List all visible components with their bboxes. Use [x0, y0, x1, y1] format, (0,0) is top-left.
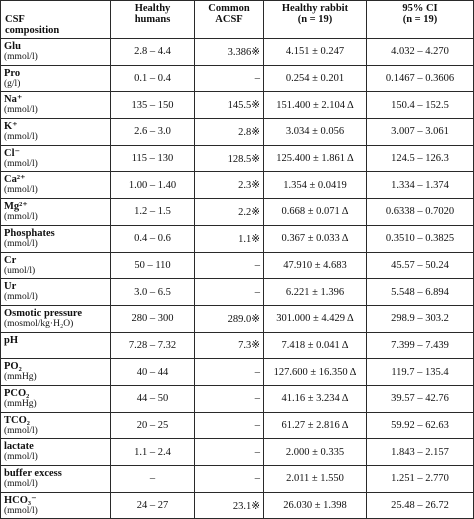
common-acsf-value: 2.3※ — [195, 172, 264, 199]
table-row — [1, 119, 474, 146]
row-parameter-name: Cr — [4, 254, 17, 266]
ci-95-value: 0.1467 – 0.3606 — [367, 65, 474, 92]
row-label-cell — [1, 145, 111, 172]
healthy-humans-value: 115 – 130 — [111, 145, 195, 172]
row-label-cell — [1, 225, 111, 252]
table-row — [1, 92, 474, 119]
row-label-cell — [1, 252, 111, 279]
row-parameter-name: Na⁺ — [4, 94, 23, 106]
healthy-humans-value: 1.2 – 1.5 — [111, 199, 195, 226]
row-label-cell — [1, 359, 111, 386]
ci-95-value: 1.251 – 2.770 — [367, 466, 474, 493]
row-parameter-name: lactate — [4, 441, 34, 453]
ci-95-value: 3.007 – 3.061 — [367, 119, 474, 146]
row-parameter-name: Ca²⁺ — [4, 174, 26, 186]
ci-95-value: 39.57 – 42.76 — [367, 385, 474, 412]
ci-95-value: 150.4 – 152.5 — [367, 92, 474, 119]
healthy-rabbit-value: 0.254 ± 0.201 — [264, 65, 367, 92]
healthy-humans-value: 40 – 44 — [111, 359, 195, 386]
row-parameter-unit: (mmol/l) — [4, 52, 38, 62]
table-row — [1, 439, 474, 466]
row-parameter-unit: (mmol/l) — [4, 158, 38, 169]
common-acsf-value: 1.1※ — [195, 225, 264, 252]
row-parameter-unit: (mmol/l) — [4, 105, 38, 116]
row-label-cell — [1, 279, 111, 306]
common-acsf-value: 23.1※ — [195, 492, 264, 519]
healthy-rabbit-value: 41.16 ± 3.234 Δ — [264, 385, 367, 412]
ci-95-value: 298.9 – 303.2 — [367, 305, 474, 332]
table-row — [1, 466, 474, 493]
header-healthy-humans — [111, 1, 195, 39]
row-parameter-name: buffer excess — [4, 468, 62, 479]
row-parameter-name: Phosphates — [4, 227, 55, 239]
ci-95-value: 1.334 – 1.374 — [367, 172, 474, 199]
row-parameter-name: Ur — [4, 281, 17, 293]
header-line: Healthy — [134, 3, 171, 14]
row-parameter-name: Glu — [4, 41, 21, 52]
healthy-humans-value: 280 – 300 — [111, 305, 195, 332]
row-label-cell — [1, 492, 111, 519]
ci-95-value: 4.032 – 4.270 — [367, 39, 474, 66]
healthy-humans-value: 3.0 – 6.5 — [111, 279, 195, 306]
healthy-humans-value: 0.4 – 0.6 — [111, 225, 195, 252]
row-label-cell — [1, 199, 111, 226]
common-acsf-value: 2.8※ — [195, 119, 264, 146]
row-parameter-name: Mg²⁺ — [4, 201, 28, 213]
healthy-rabbit-value: 7.418 ± 0.041 Δ — [264, 332, 367, 359]
row-parameter-unit: (mosmol/kg·H₂O) — [4, 318, 74, 329]
row-parameter-unit: (mmol/l) — [4, 452, 38, 463]
row-parameter-name: Osmotic pressure — [4, 307, 83, 319]
ci-95-value: 124.5 – 126.3 — [367, 145, 474, 172]
ci-95-value: 0.6338 – 0.7020 — [367, 199, 474, 226]
table-row — [1, 385, 474, 412]
healthy-rabbit-value: 125.400 ± 1.861 Δ — [264, 145, 367, 172]
healthy-humans-value: 24 – 27 — [111, 492, 195, 519]
table-row — [1, 145, 474, 172]
header-line: (n = 19) — [402, 14, 438, 25]
healthy-rabbit-value: 2.000 ± 0.335 — [264, 439, 367, 466]
common-acsf-value: – — [195, 359, 264, 386]
row-parameter-unit: (g/l) — [4, 78, 21, 89]
row-parameter-name: pH — [4, 334, 19, 346]
healthy-rabbit-value: 47.910 ± 4.683 — [264, 252, 367, 279]
row-parameter-unit: (mmol/l) — [4, 212, 38, 223]
row-parameter-unit: (umol/l) — [4, 265, 36, 276]
common-acsf-value: 7.3※ — [195, 332, 264, 359]
row-parameter-unit: (mmol/l) — [4, 479, 38, 489]
row-label-cell — [1, 305, 111, 332]
healthy-rabbit-value: 4.151 ± 0.247 — [264, 39, 367, 66]
row-parameter-unit: (mmHg) — [4, 398, 37, 409]
table-row — [1, 279, 474, 306]
healthy-humans-value: 1.1 – 2.4 — [111, 439, 195, 466]
healthy-humans-value: – — [111, 466, 195, 493]
header-healthy-rabbit — [264, 1, 367, 39]
row-parameter-unit: (mmol/l) — [4, 185, 38, 196]
row-label-cell — [1, 92, 111, 119]
ci-95-value: 119.7 – 135.4 — [367, 359, 474, 386]
row-label-cell — [1, 119, 111, 146]
table-row — [1, 359, 474, 386]
row-parameter-name: PO₂ — [4, 361, 22, 373]
common-acsf-value: – — [195, 279, 264, 306]
healthy-humans-value: 135 – 150 — [111, 92, 195, 119]
healthy-humans-value: 44 – 50 — [111, 385, 195, 412]
table-row — [1, 172, 474, 199]
header-line: CSF — [5, 14, 25, 25]
header-line: humans — [134, 14, 171, 25]
row-label-cell — [1, 412, 111, 439]
common-acsf-value: 128.5※ — [195, 145, 264, 172]
common-acsf-value: – — [195, 412, 264, 439]
ci-95-value: 45.57 – 50.24 — [367, 252, 474, 279]
table-row — [1, 225, 474, 252]
table-row — [1, 332, 474, 359]
table-row — [1, 39, 474, 66]
row-label-cell — [1, 39, 111, 66]
ci-95-value: 5.548 – 6.894 — [367, 279, 474, 306]
ci-95-value: 1.843 – 2.157 — [367, 439, 474, 466]
common-acsf-value: – — [195, 252, 264, 279]
header-line: 95% CI — [402, 3, 438, 14]
table-body — [1, 39, 474, 519]
healthy-rabbit-value: 3.034 ± 0.056 — [264, 119, 367, 146]
ci-95-value: 25.48 – 26.72 — [367, 492, 474, 519]
row-label-cell — [1, 332, 111, 359]
header-row — [1, 1, 474, 39]
header-line: (n = 19) — [297, 14, 333, 25]
table-row — [1, 492, 474, 519]
ci-95-value: 0.3510 – 0.3825 — [367, 225, 474, 252]
healthy-rabbit-value: 6.221 ± 1.396 — [264, 279, 367, 306]
healthy-humans-value: 7.28 – 7.32 — [111, 332, 195, 359]
row-label-cell — [1, 466, 111, 493]
row-label-cell — [1, 439, 111, 466]
common-acsf-value: – — [195, 385, 264, 412]
table-row — [1, 252, 474, 279]
header-line: Common — [208, 3, 250, 14]
row-parameter-unit: (mmol/l) — [4, 425, 38, 436]
healthy-humans-value: 50 – 110 — [111, 252, 195, 279]
row-parameter-unit: (mmol/l) — [4, 505, 38, 516]
row-label-cell — [1, 65, 111, 92]
header-95-ci — [367, 1, 474, 39]
healthy-rabbit-value: 2.011 ± 1.550 — [264, 466, 367, 493]
healthy-rabbit-value: 1.354 ± 0.0419 — [264, 172, 367, 199]
row-parameter-name: PCO₂ — [4, 387, 30, 399]
header-line: composition — [5, 25, 60, 36]
healthy-humans-value: 2.6 – 3.0 — [111, 119, 195, 146]
header-line: ACSF — [215, 14, 243, 25]
table-row — [1, 199, 474, 226]
table-row — [1, 305, 474, 332]
row-label-cell — [1, 172, 111, 199]
common-acsf-value: 289.0※ — [195, 305, 264, 332]
common-acsf-value: – — [195, 466, 264, 493]
common-acsf-value: – — [195, 439, 264, 466]
row-parameter-unit: (mmHg) — [4, 372, 37, 383]
row-label-cell — [1, 385, 111, 412]
healthy-rabbit-value: 61.27 ± 2.816 Δ — [264, 412, 367, 439]
healthy-rabbit-value: 0.668 ± 0.071 Δ — [264, 199, 367, 226]
healthy-humans-value: 0.1 – 0.4 — [111, 65, 195, 92]
row-parameter-unit: (mmol/l) — [4, 292, 38, 303]
healthy-rabbit-value: 26.030 ± 1.398 — [264, 492, 367, 519]
healthy-rabbit-value: 0.367 ± 0.033 Δ — [264, 225, 367, 252]
common-acsf-value: 2.2※ — [195, 199, 264, 226]
ci-95-value: 7.399 – 7.439 — [367, 332, 474, 359]
row-parameter-unit: (mmol/l) — [4, 132, 38, 143]
healthy-rabbit-value: 301.000 ± 4.429 Δ — [264, 305, 367, 332]
common-acsf-value: – — [195, 65, 264, 92]
header-csf-composition — [1, 1, 111, 39]
healthy-rabbit-value: 127.600 ± 16.350 Δ — [264, 359, 367, 386]
table-row — [1, 65, 474, 92]
healthy-humans-value: 2.8 – 4.4 — [111, 39, 195, 66]
header-common-acsf — [195, 1, 264, 39]
common-acsf-value: 3.386※ — [195, 39, 264, 66]
row-parameter-name: Cl⁻ — [4, 147, 21, 159]
row-parameter-name: HCO₃⁻ — [4, 494, 37, 506]
row-parameter-name: K⁺ — [4, 121, 18, 133]
healthy-humans-value: 20 – 25 — [111, 412, 195, 439]
table-row — [1, 412, 474, 439]
healthy-rabbit-value: 151.400 ± 2.104 Δ — [264, 92, 367, 119]
common-acsf-value: 145.5※ — [195, 92, 264, 119]
healthy-humans-value: 1.00 – 1.40 — [111, 172, 195, 199]
row-parameter-name: Pro — [4, 67, 21, 79]
row-parameter-name: TCO₂ — [4, 414, 30, 426]
ci-95-value: 59.92 – 62.63 — [367, 412, 474, 439]
row-parameter-unit: (mmol/l) — [4, 238, 38, 249]
header-line: Healthy rabbit — [281, 3, 349, 14]
